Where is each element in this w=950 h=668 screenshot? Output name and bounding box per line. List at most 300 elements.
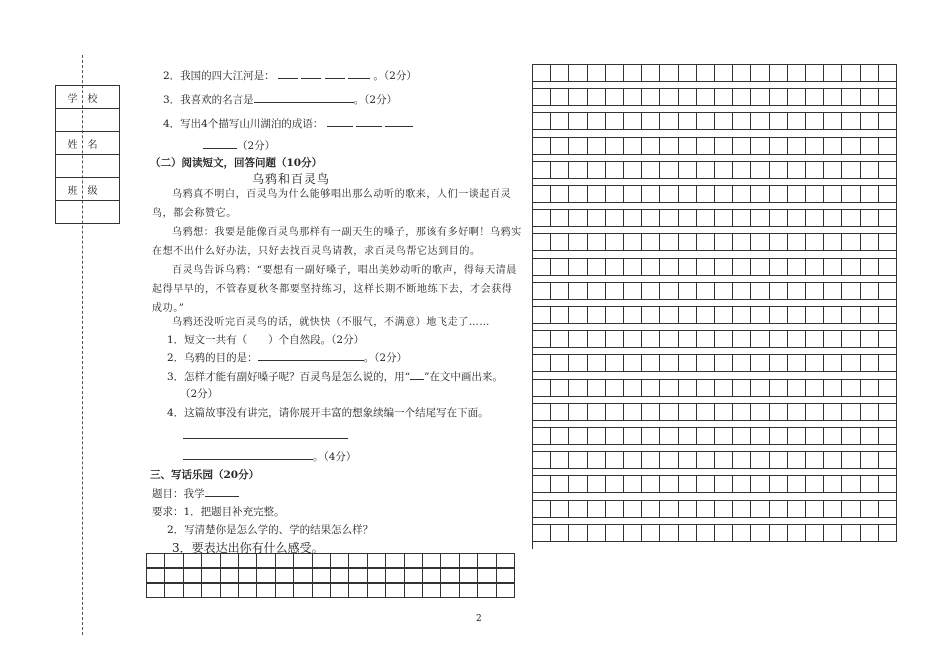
grid-cell[interactable] <box>824 162 842 179</box>
grid-cell[interactable] <box>533 283 551 300</box>
grid-cell[interactable] <box>824 404 842 421</box>
grid-cell[interactable] <box>405 554 423 568</box>
grid-cell[interactable] <box>624 162 642 179</box>
grid-cell[interactable] <box>770 283 788 300</box>
grid-cell[interactable] <box>624 452 642 469</box>
grid-cell[interactable] <box>715 380 733 397</box>
grid-cell[interactable] <box>770 65 788 82</box>
grid-cell[interactable] <box>624 186 642 203</box>
grid-cell[interactable] <box>606 89 624 106</box>
grid-cell[interactable] <box>624 476 642 493</box>
grid-cell[interactable] <box>733 162 751 179</box>
grid-cell[interactable] <box>606 210 624 227</box>
grid-cell[interactable] <box>842 525 860 542</box>
grid-cell[interactable] <box>624 331 642 348</box>
grid-cell[interactable] <box>788 89 806 106</box>
grid-cell[interactable] <box>697 525 715 542</box>
grid-cell[interactable] <box>715 65 733 82</box>
grid-cell[interactable] <box>715 259 733 276</box>
grid-cell[interactable] <box>842 355 860 372</box>
grid-cell[interactable] <box>770 501 788 518</box>
grid-cell[interactable] <box>460 569 478 583</box>
grid-cell[interactable] <box>569 525 587 542</box>
grid-cell[interactable] <box>715 331 733 348</box>
grid-cell[interactable] <box>276 584 294 598</box>
grid-cell[interactable] <box>569 355 587 372</box>
grid-cell[interactable] <box>788 186 806 203</box>
grid-cell[interactable] <box>349 584 367 598</box>
grid-cell[interactable] <box>679 525 697 542</box>
grid-cell[interactable] <box>806 501 824 518</box>
grid-cell[interactable] <box>642 162 660 179</box>
grid-cell[interactable] <box>806 307 824 324</box>
grid-cell[interactable] <box>788 65 806 82</box>
grid-cell[interactable] <box>478 569 496 583</box>
grid-cell[interactable] <box>824 452 842 469</box>
grid-cell[interactable] <box>715 162 733 179</box>
grid-cell[interactable] <box>879 234 897 251</box>
grid-cell[interactable] <box>624 234 642 251</box>
grid-cell[interactable] <box>551 283 569 300</box>
grid-cell[interactable] <box>239 584 257 598</box>
grid-cell[interactable] <box>715 476 733 493</box>
grid-cell[interactable] <box>715 186 733 203</box>
grid-cell[interactable] <box>569 452 587 469</box>
grid-cell[interactable] <box>861 331 879 348</box>
grid-cell[interactable] <box>715 355 733 372</box>
grid-cell[interactable] <box>842 307 860 324</box>
grid-cell[interactable] <box>588 404 606 421</box>
grid-cell[interactable] <box>606 380 624 397</box>
grid-cell[interactable] <box>533 331 551 348</box>
grid-cell[interactable] <box>551 89 569 106</box>
blank[interactable] <box>183 449 313 460</box>
grid-cell[interactable] <box>569 186 587 203</box>
grid-cell[interactable] <box>551 186 569 203</box>
grid-cell[interactable] <box>588 89 606 106</box>
grid-cell[interactable] <box>386 584 404 598</box>
grid-cell[interactable] <box>733 380 751 397</box>
grid-cell[interactable] <box>660 331 678 348</box>
grid-cell[interactable] <box>478 554 496 568</box>
blank[interactable] <box>348 68 370 79</box>
grid-cell[interactable] <box>879 404 897 421</box>
grid-cell[interactable] <box>861 162 879 179</box>
grid-cell[interactable] <box>533 501 551 518</box>
grid-cell[interactable] <box>733 525 751 542</box>
blank[interactable] <box>327 116 353 127</box>
grid-cell[interactable] <box>569 380 587 397</box>
grid-cell[interactable] <box>624 138 642 155</box>
grid-cell[interactable] <box>569 234 587 251</box>
grid-cell[interactable] <box>294 554 312 568</box>
grid-cell[interactable] <box>642 501 660 518</box>
blank[interactable] <box>301 68 321 79</box>
grid-cell[interactable] <box>824 428 842 445</box>
grid-cell[interactable] <box>751 259 769 276</box>
grid-cell[interactable] <box>606 259 624 276</box>
grid-cell[interactable] <box>715 501 733 518</box>
bottom-writing-grid[interactable] <box>146 553 515 598</box>
grid-cell[interactable] <box>770 210 788 227</box>
grid-cell[interactable] <box>842 186 860 203</box>
grid-cell[interactable] <box>842 404 860 421</box>
grid-cell[interactable] <box>642 138 660 155</box>
grid-cell[interactable] <box>606 476 624 493</box>
grid-cell[interactable] <box>879 307 897 324</box>
grid-cell[interactable] <box>588 162 606 179</box>
field-class[interactable] <box>56 201 120 224</box>
grid-cell[interactable] <box>405 569 423 583</box>
grid-cell[interactable] <box>788 283 806 300</box>
grid-cell[interactable] <box>606 404 624 421</box>
grid-cell[interactable] <box>824 65 842 82</box>
grid-cell[interactable] <box>551 162 569 179</box>
grid-cell[interactable] <box>842 283 860 300</box>
grid-cell[interactable] <box>824 476 842 493</box>
grid-cell[interactable] <box>715 138 733 155</box>
grid-cell[interactable] <box>697 380 715 397</box>
grid-cell[interactable] <box>715 452 733 469</box>
grid-cell[interactable] <box>770 525 788 542</box>
grid-cell[interactable] <box>861 210 879 227</box>
grid-cell[interactable] <box>751 210 769 227</box>
grid-cell[interactable] <box>733 331 751 348</box>
grid-cell[interactable] <box>751 65 769 82</box>
grid-cell[interactable] <box>879 331 897 348</box>
grid-cell[interactable] <box>349 554 367 568</box>
grid-cell[interactable] <box>697 186 715 203</box>
grid-cell[interactable] <box>460 554 478 568</box>
grid-cell[interactable] <box>588 210 606 227</box>
blank[interactable] <box>325 68 345 79</box>
grid-cell[interactable] <box>569 210 587 227</box>
grid-cell[interactable] <box>842 113 860 130</box>
grid-cell[interactable] <box>861 452 879 469</box>
grid-cell[interactable] <box>642 283 660 300</box>
grid-cell[interactable] <box>679 501 697 518</box>
grid-cell[interactable] <box>533 476 551 493</box>
grid-cell[interactable] <box>788 404 806 421</box>
blank[interactable] <box>254 92 354 103</box>
grid-cell[interactable] <box>642 89 660 106</box>
grid-cell[interactable] <box>239 569 257 583</box>
grid-cell[interactable] <box>588 259 606 276</box>
grid-cell[interactable] <box>423 554 441 568</box>
blank[interactable] <box>356 116 382 127</box>
grid-cell[interactable] <box>697 113 715 130</box>
grid-cell[interactable] <box>606 307 624 324</box>
grid-cell[interactable] <box>679 65 697 82</box>
grid-cell[interactable] <box>551 404 569 421</box>
grid-cell[interactable] <box>642 380 660 397</box>
grid-cell[interactable] <box>606 138 624 155</box>
grid-cell[interactable] <box>770 476 788 493</box>
grid-cell[interactable] <box>533 162 551 179</box>
grid-cell[interactable] <box>202 554 220 568</box>
grid-cell[interactable] <box>770 113 788 130</box>
grid-cell[interactable] <box>679 476 697 493</box>
grid-cell[interactable] <box>697 404 715 421</box>
grid-cell[interactable] <box>313 554 331 568</box>
grid-cell[interactable] <box>642 404 660 421</box>
blank[interactable] <box>278 68 298 79</box>
grid-cell[interactable] <box>788 331 806 348</box>
grid-cell[interactable] <box>788 380 806 397</box>
grid-cell[interactable] <box>733 501 751 518</box>
grid-cell[interactable] <box>770 162 788 179</box>
grid-cell[interactable] <box>165 569 183 583</box>
grid-cell[interactable] <box>588 65 606 82</box>
grid-cell[interactable] <box>751 307 769 324</box>
grid-cell[interactable] <box>733 259 751 276</box>
grid-cell[interactable] <box>751 525 769 542</box>
grid-cell[interactable] <box>349 569 367 583</box>
grid-cell[interactable] <box>569 162 587 179</box>
grid-cell[interactable] <box>697 428 715 445</box>
grid-cell[interactable] <box>715 89 733 106</box>
grid-cell[interactable] <box>606 65 624 82</box>
grid-cell[interactable] <box>842 210 860 227</box>
grid-cell[interactable] <box>221 584 239 598</box>
grid-cell[interactable] <box>733 404 751 421</box>
grid-cell[interactable] <box>788 113 806 130</box>
grid-cell[interactable] <box>770 331 788 348</box>
grid-cell[interactable] <box>879 89 897 106</box>
grid-cell[interactable] <box>624 355 642 372</box>
grid-cell[interactable] <box>806 380 824 397</box>
grid-cell[interactable] <box>751 331 769 348</box>
grid-cell[interactable] <box>660 162 678 179</box>
grid-cell[interactable] <box>679 283 697 300</box>
grid-cell[interactable] <box>788 525 806 542</box>
grid-cell[interactable] <box>497 584 515 598</box>
grid-cell[interactable] <box>879 476 897 493</box>
grid-cell[interactable] <box>624 525 642 542</box>
grid-cell[interactable] <box>606 452 624 469</box>
grid-cell[interactable] <box>788 476 806 493</box>
grid-cell[interactable] <box>660 355 678 372</box>
grid-cell[interactable] <box>221 569 239 583</box>
grid-cell[interactable] <box>770 89 788 106</box>
grid-cell[interactable] <box>569 89 587 106</box>
grid-cell[interactable] <box>533 355 551 372</box>
grid-cell[interactable] <box>588 234 606 251</box>
grid-cell[interactable] <box>679 210 697 227</box>
grid-cell[interactable] <box>441 569 459 583</box>
grid-cell[interactable] <box>331 584 349 598</box>
grid-cell[interactable] <box>533 210 551 227</box>
grid-cell[interactable] <box>733 138 751 155</box>
grid-cell[interactable] <box>642 65 660 82</box>
grid-cell[interactable] <box>624 113 642 130</box>
grid-cell[interactable] <box>824 331 842 348</box>
grid-cell[interactable] <box>770 355 788 372</box>
grid-cell[interactable] <box>569 404 587 421</box>
grid-cell[interactable] <box>879 113 897 130</box>
grid-cell[interactable] <box>294 569 312 583</box>
grid-cell[interactable] <box>624 89 642 106</box>
grid-cell[interactable] <box>569 501 587 518</box>
grid-cell[interactable] <box>551 501 569 518</box>
grid-cell[interactable] <box>588 501 606 518</box>
grid-cell[interactable] <box>715 404 733 421</box>
grid-cell[interactable] <box>697 259 715 276</box>
grid-cell[interactable] <box>497 569 515 583</box>
grid-cell[interactable] <box>715 525 733 542</box>
grid-cell[interactable] <box>606 162 624 179</box>
grid-cell[interactable] <box>478 584 496 598</box>
grid-cell[interactable] <box>660 404 678 421</box>
grid-cell[interactable] <box>879 65 897 82</box>
grid-cell[interactable] <box>660 138 678 155</box>
grid-cell[interactable] <box>697 476 715 493</box>
grid-cell[interactable] <box>751 186 769 203</box>
grid-cell[interactable] <box>697 331 715 348</box>
grid-cell[interactable] <box>824 138 842 155</box>
grid-cell[interactable] <box>861 186 879 203</box>
grid-cell[interactable] <box>788 355 806 372</box>
grid-cell[interactable] <box>697 452 715 469</box>
grid-cell[interactable] <box>806 210 824 227</box>
grid-cell[interactable] <box>606 501 624 518</box>
grid-cell[interactable] <box>770 307 788 324</box>
grid-cell[interactable] <box>533 307 551 324</box>
grid-cell[interactable] <box>861 525 879 542</box>
grid-cell[interactable] <box>861 355 879 372</box>
grid-cell[interactable] <box>697 162 715 179</box>
grid-cell[interactable] <box>861 476 879 493</box>
grid-cell[interactable] <box>842 234 860 251</box>
grid-cell[interactable] <box>879 428 897 445</box>
grid-cell[interactable] <box>624 65 642 82</box>
grid-cell[interactable] <box>861 307 879 324</box>
grid-cell[interactable] <box>842 89 860 106</box>
grid-cell[interactable] <box>679 452 697 469</box>
field-school[interactable] <box>56 109 120 132</box>
grid-cell[interactable] <box>202 584 220 598</box>
grid-cell[interactable] <box>551 259 569 276</box>
grid-cell[interactable] <box>624 380 642 397</box>
grid-cell[interactable] <box>624 501 642 518</box>
grid-cell[interactable] <box>751 428 769 445</box>
grid-cell[interactable] <box>715 307 733 324</box>
grid-cell[interactable] <box>770 234 788 251</box>
answer-line[interactable] <box>183 438 348 439</box>
grid-cell[interactable] <box>861 89 879 106</box>
grid-cell[interactable] <box>861 65 879 82</box>
grid-cell[interactable] <box>660 259 678 276</box>
grid-cell[interactable] <box>679 234 697 251</box>
grid-cell[interactable] <box>405 584 423 598</box>
grid-cell[interactable] <box>770 186 788 203</box>
grid-cell[interactable] <box>569 428 587 445</box>
grid-cell[interactable] <box>588 186 606 203</box>
grid-cell[interactable] <box>660 525 678 542</box>
blank[interactable] <box>385 116 413 127</box>
grid-cell[interactable] <box>715 234 733 251</box>
grid-cell[interactable] <box>788 234 806 251</box>
grid-cell[interactable] <box>551 234 569 251</box>
grid-cell[interactable] <box>679 138 697 155</box>
grid-cell[interactable] <box>642 452 660 469</box>
grid-cell[interactable] <box>824 307 842 324</box>
grid-cell[interactable] <box>368 584 386 598</box>
grid-cell[interactable] <box>606 331 624 348</box>
grid-cell[interactable] <box>679 89 697 106</box>
grid-cell[interactable] <box>824 89 842 106</box>
grid-cell[interactable] <box>879 138 897 155</box>
grid-cell[interactable] <box>679 307 697 324</box>
grid-cell[interactable] <box>751 234 769 251</box>
grid-cell[interactable] <box>824 113 842 130</box>
grid-cell[interactable] <box>642 234 660 251</box>
grid-cell[interactable] <box>588 113 606 130</box>
grid-cell[interactable] <box>679 331 697 348</box>
grid-cell[interactable] <box>588 428 606 445</box>
grid-cell[interactable] <box>624 259 642 276</box>
grid-cell[interactable] <box>147 584 165 598</box>
grid-cell[interactable] <box>660 65 678 82</box>
grid-cell[interactable] <box>276 554 294 568</box>
grid-cell[interactable] <box>715 210 733 227</box>
grid-cell[interactable] <box>257 569 275 583</box>
grid-cell[interactable] <box>184 569 202 583</box>
grid-cell[interactable] <box>624 404 642 421</box>
grid-cell[interactable] <box>770 404 788 421</box>
grid-cell[interactable] <box>824 234 842 251</box>
grid-cell[interactable] <box>551 65 569 82</box>
grid-cell[interactable] <box>147 554 165 568</box>
grid-cell[interactable] <box>588 525 606 542</box>
grid-cell[interactable] <box>569 138 587 155</box>
grid-cell[interactable] <box>551 380 569 397</box>
grid-cell[interactable] <box>642 259 660 276</box>
grid-cell[interactable] <box>733 307 751 324</box>
grid-cell[interactable] <box>733 113 751 130</box>
grid-cell[interactable] <box>624 210 642 227</box>
grid-cell[interactable] <box>806 331 824 348</box>
grid-cell[interactable] <box>733 65 751 82</box>
grid-cell[interactable] <box>679 428 697 445</box>
grid-cell[interactable] <box>788 162 806 179</box>
grid-cell[interactable] <box>806 113 824 130</box>
grid-cell[interactable] <box>697 355 715 372</box>
grid-cell[interactable] <box>733 89 751 106</box>
grid-cell[interactable] <box>588 307 606 324</box>
grid-cell[interactable] <box>642 476 660 493</box>
grid-cell[interactable] <box>331 554 349 568</box>
grid-cell[interactable] <box>660 501 678 518</box>
grid-cell[interactable] <box>788 259 806 276</box>
grid-cell[interactable] <box>842 380 860 397</box>
grid-cell[interactable] <box>715 113 733 130</box>
grid-cell[interactable] <box>861 234 879 251</box>
grid-cell[interactable] <box>679 355 697 372</box>
grid-cell[interactable] <box>569 307 587 324</box>
grid-cell[interactable] <box>751 404 769 421</box>
grid-cell[interactable] <box>533 89 551 106</box>
grid-cell[interactable] <box>533 452 551 469</box>
grid-cell[interactable] <box>679 186 697 203</box>
grid-cell[interactable] <box>788 138 806 155</box>
grid-cell[interactable] <box>697 283 715 300</box>
blank[interactable] <box>203 138 237 149</box>
grid-cell[interactable] <box>733 452 751 469</box>
grid-cell[interactable] <box>588 138 606 155</box>
grid-cell[interactable] <box>165 584 183 598</box>
grid-cell[interactable] <box>806 428 824 445</box>
